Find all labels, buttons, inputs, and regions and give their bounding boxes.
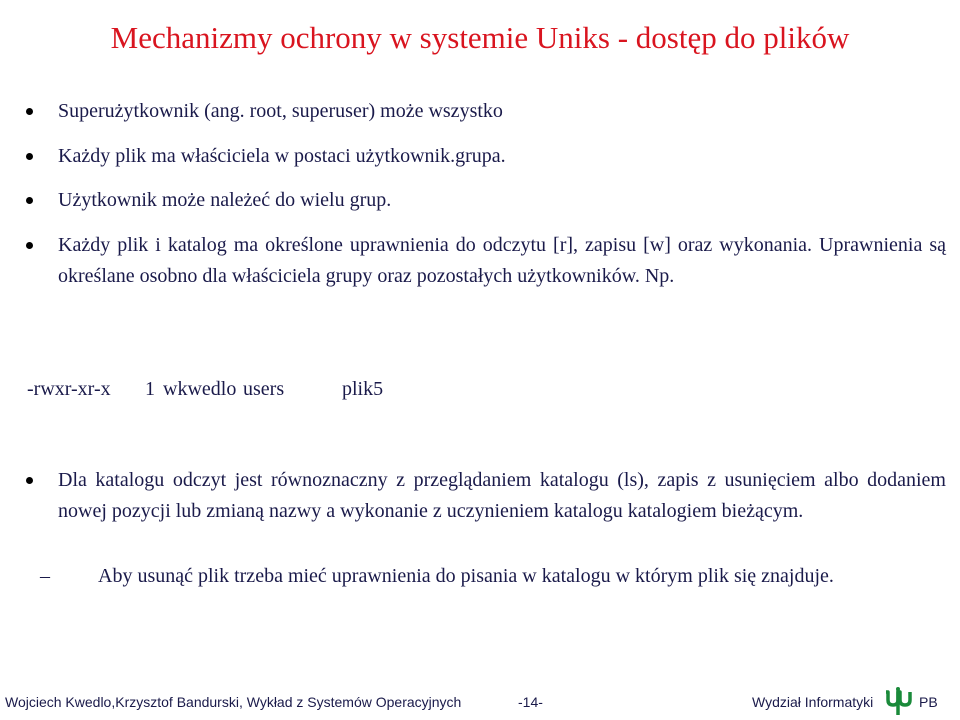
- footer-authors: Wojciech Kwedlo,Krzysztof Bandurski, Wykład z Systemów Operacyjnych: [5, 694, 462, 710]
- listing-group: users: [243, 378, 285, 400]
- bullet-dot-icon: [26, 242, 33, 249]
- bullet-dot-icon: [26, 108, 33, 115]
- bullet-item: [18, 465, 948, 561]
- bullet-item: [18, 230, 948, 326]
- bullet-text: Każdy plik ma właściciela w postaci użytkownik.grupa.: [58, 145, 506, 167]
- slide-footer: [0, 686, 960, 720]
- listing-filename: plik5: [342, 378, 384, 400]
- bullet-item: [18, 141, 948, 172]
- bullet-dot-icon: [26, 153, 33, 160]
- page-number: -14-: [518, 694, 543, 710]
- footer-pb: PB: [919, 694, 938, 710]
- file-listing-example: [27, 374, 383, 405]
- bullet-dot-icon: [26, 477, 33, 484]
- slide-title: Mechanizmy ochrony w systemie Uniks - dostęp do plików: [110, 20, 850, 55]
- bullet-text: Dla katalogu odczyt jest równoznaczny z przeglądaniem katalogu (ls), zapis z usunięciem albo dodaniem nowej pozycji lub zmianą nazwy a wykonanie z uczynieniem katalogu katalogiem bieżącym.: [58, 469, 946, 522]
- sub-bullet-text: Aby usunąć plik trzeba mieć uprawnienia do pisania w katalogu w którym plik się znajduje.: [98, 565, 834, 587]
- bullet-item: [18, 185, 948, 216]
- wi-logo-icon: [883, 686, 913, 716]
- bullet-item: [18, 96, 948, 127]
- listing-owner: wkwedlo: [163, 378, 237, 400]
- footer-department: Wydział Informatyki: [752, 694, 874, 710]
- sub-bullet-dash: –: [40, 565, 50, 587]
- bullet-text: Użytkownik może należeć do wielu grup.: [58, 189, 392, 211]
- listing-permissions: -rwxr-xr-x: [27, 378, 111, 400]
- sub-bullet-item: [40, 561, 940, 592]
- bullet-text: Każdy plik i katalog ma określone uprawnienia do odczytu [r], zapisu [w] oraz wykonania. Uprawnienia są określane osobno dla właściciela grupy oraz pozostałych użytkowników. Np.: [58, 234, 946, 287]
- listing-links: 1: [145, 378, 155, 400]
- bullet-dot-icon: [26, 197, 33, 204]
- bullet-text: Superużytkownik (ang. root, superuser) może wszystko: [58, 100, 503, 122]
